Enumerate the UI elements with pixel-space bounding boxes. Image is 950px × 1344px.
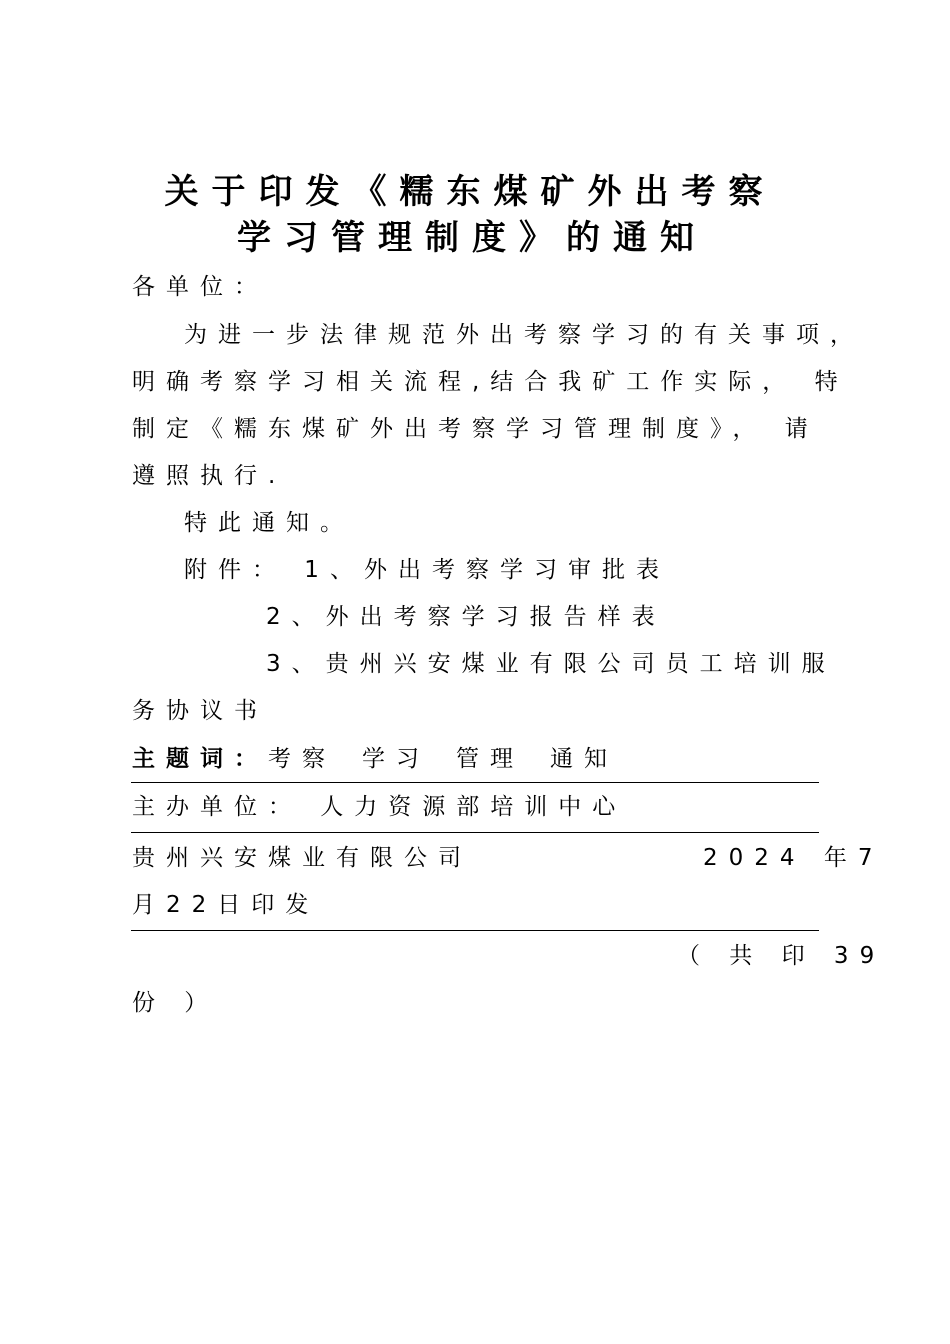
keywords-label: 主题词： [132, 746, 268, 772]
keywords-row [132, 744, 618, 774]
copies-part-2: 份 ） [132, 990, 219, 1016]
keyword-1: 考察 [268, 746, 336, 772]
keyword-4: 通知 [550, 746, 618, 772]
attachment-3-line-1: 3、贵州兴安煤业有限公司员工培训服 [266, 651, 836, 677]
body-line-2: 明确考察学习相关流程,结合我矿工作实际， 特 [132, 369, 849, 395]
doc-title-line-2: 学习管理制度》的通知 [237, 218, 707, 258]
attachment-1: 附件： 1、外出考察学习审批表 [184, 557, 670, 583]
salutation: 各单位： [132, 274, 268, 300]
copies-part-1: （ 共 印 39 [677, 943, 886, 969]
body-line-3: 制定《糯东煤矿外出考察学习管理制度》， 请 [132, 416, 819, 442]
attachment-2: 2、外出考察学习报告样表 [266, 604, 666, 630]
doc-title-line-1: 关于印发《糯东煤矿外出考察 [164, 172, 776, 212]
issue-date-part-2: 月22日印发 [132, 892, 320, 918]
issue-date-part-1: 2024 年7 [703, 845, 884, 871]
body-line-4: 遵照执行. [132, 463, 287, 489]
closing-remark: 特此通知。 [184, 510, 354, 536]
divider-2 [131, 832, 819, 833]
divider-3 [131, 930, 819, 931]
body-line-1: 为进一步法律规范外出考察学习的有关事项， [184, 322, 864, 348]
organizer-row: 主办单位： 人力资源部培训中心 [132, 794, 627, 820]
attachment-3-line-2: 务协议书 [132, 698, 268, 724]
issuer-company: 贵州兴安煤业有限公司 [132, 845, 472, 871]
keyword-3: 管理 [456, 746, 524, 772]
keyword-2: 学习 [362, 746, 430, 772]
divider-1 [131, 782, 819, 783]
